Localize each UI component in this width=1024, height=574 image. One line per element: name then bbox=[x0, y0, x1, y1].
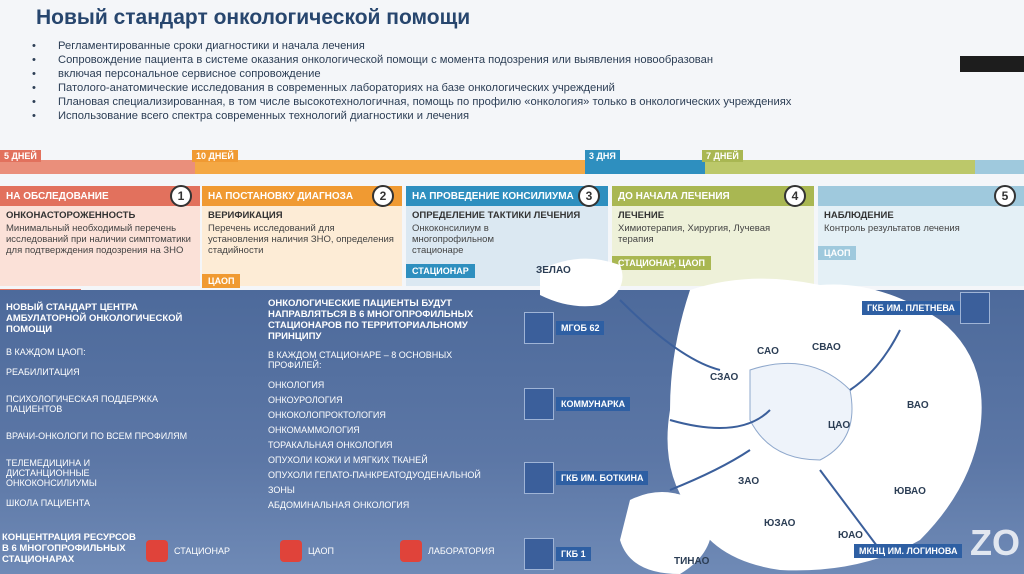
stage-subtitle: НАБЛЮДЕНИЕ bbox=[824, 210, 894, 221]
profile-item: ОНКОЛОГИЯ bbox=[268, 380, 325, 390]
district-label: ТИНАО bbox=[674, 556, 710, 567]
bullet-list bbox=[30, 40, 990, 124]
timeline-label: 5 ДНЕЙ bbox=[0, 150, 41, 162]
stage-description: Контроль результатов лечения bbox=[824, 223, 960, 234]
hospital-kommunarka bbox=[524, 388, 630, 420]
stage-tag: СТАЦИОНАР bbox=[406, 264, 475, 278]
profile-list bbox=[268, 378, 508, 513]
district-label: ЮАО bbox=[838, 530, 863, 541]
zoom-watermark: ZO bbox=[970, 522, 1020, 563]
stage-number: 1 bbox=[170, 185, 192, 207]
district-label: ЗЕЛАО bbox=[536, 265, 571, 276]
hospital-standard-title: ОНКОЛОГИЧЕСКИЕ ПАЦИЕНТЫ БУДУТ НАПРАВЛЯТЬСЯ В 6 МНОГОПРОФИЛЬНЫХ СТАЦИОНАРОВ ПО ТЕРРИТОРИАЛЬНОМУ ПРИНЦИПУ bbox=[268, 298, 474, 342]
timeline-bar bbox=[0, 160, 1024, 174]
hospital-pletnev bbox=[860, 292, 990, 324]
profile-item: ОНКОКОЛОПРОКТОЛОГИЯ bbox=[268, 410, 386, 420]
concentration-label: КОНЦЕНТРАЦИЯ РЕСУРСОВ В 6 МНОГОПРОФИЛЬНЫХ СТАЦИОНАРАХ bbox=[2, 532, 136, 565]
stage-heading: ДО НАЧАЛА ЛЕЧЕНИЯ bbox=[618, 190, 730, 202]
timeline-segment-2 bbox=[195, 160, 585, 174]
caop-item: ШКОЛА ПАЦИЕНТА bbox=[6, 498, 91, 508]
district-label: САО bbox=[757, 346, 779, 357]
hospital-gkb1 bbox=[524, 538, 591, 570]
profile-item: АБДОМИНАЛЬНАЯ ОНКОЛОГИЯ bbox=[268, 500, 410, 510]
district-label: ЮЗАО bbox=[764, 518, 796, 529]
hospital-label: ГКБ ИМ. ПЛЕТНЕВА bbox=[862, 301, 960, 315]
camera-overlay bbox=[960, 56, 1024, 72]
hospital-label: МГОБ 62 bbox=[556, 321, 604, 335]
page-title: Новый стандарт онкологической помощи bbox=[36, 6, 471, 29]
profile-item: ОНКОМАММОЛОГИЯ bbox=[268, 425, 360, 435]
bullet-item: • Патолого-анатомические исследования в современных лабораториях на базе онкологических учреждений bbox=[30, 82, 990, 95]
profile-item: ОНКОУРОЛОГИЯ bbox=[268, 395, 343, 405]
bullet-item: • Плановая специализированная, в том числе высокотехнологичная, помощь по профилю «онкология» только в онкологических учреждениях bbox=[30, 96, 990, 109]
stage-heading: НА ОБСЛЕДОВАНИЕ bbox=[6, 190, 109, 202]
district-label: ЮВАО bbox=[894, 486, 926, 497]
district-label: ЦАО bbox=[828, 420, 851, 431]
stage-description: Минимальный необходимый перечень исследований при наличии симптоматики для подтверждения подозрения на ЗНО bbox=[6, 223, 191, 256]
caop-intro: В КАЖДОМ ЦАОП: bbox=[6, 347, 86, 357]
profile-item: ОПУХОЛИ ГЕПАТО-ПАНКРЕАТОДУОДЕНАЛЬНОЙ ЗОНЫ bbox=[268, 470, 481, 495]
concentration-text bbox=[2, 532, 140, 565]
stage-description: Онкоконсилиум в многопрофильном стационаре bbox=[412, 223, 494, 256]
caop-title: НОВЫЙ СТАНДАРТ ЦЕНТРА АМБУЛАТОРНОЙ ОНКОЛОГИЧЕСКОЙ ПОМОЩИ bbox=[6, 302, 183, 335]
hospital-label: ГКБ 1 bbox=[556, 547, 591, 561]
legend-label: СТАЦИОНАР bbox=[174, 546, 231, 556]
hospital-mgob62 bbox=[524, 312, 604, 344]
caop-standard bbox=[6, 302, 206, 508]
microscope-icon bbox=[400, 540, 422, 562]
stage-subtitle: ЛЕЧЕНИЕ bbox=[618, 210, 665, 221]
hospital-icon bbox=[524, 462, 554, 494]
hospital-botkin bbox=[524, 462, 648, 494]
hospital-standard bbox=[268, 298, 508, 513]
hospital-icon bbox=[524, 538, 554, 570]
stage-heading: НА ПОСТАНОВКУ ДИАГНОЗА bbox=[208, 190, 354, 202]
caop-item: РЕАБИЛИТАЦИЯ bbox=[6, 367, 80, 377]
hospital-label: МКНЦ ИМ. ЛОГИНОВА bbox=[854, 544, 962, 558]
legend-caop bbox=[280, 540, 334, 562]
stage-subtitle: ВЕРИФИКАЦИЯ bbox=[208, 210, 283, 221]
stage-subtitle: ОПРЕДЕЛЕНИЕ ТАКТИКИ ЛЕЧЕНИЯ bbox=[412, 210, 581, 221]
caop-item: ТЕЛЕМЕДИЦИНА И ДИСТАНЦИОННЫЕ ОНКОКОНСИЛИУМЫ bbox=[6, 458, 97, 488]
hospital-icon bbox=[524, 312, 554, 344]
bullet-item: • Использование всего спектра современных технологий диагностики и лечения bbox=[30, 110, 990, 123]
stage-tag: ЦАОП bbox=[202, 274, 240, 288]
bullet-item: • Регламентированные сроки диагностики и начала лечения bbox=[30, 40, 990, 53]
bullet-item: • Сопровождение пациента в системе оказания онкологической помощи с момента подозрения или выявления новообразован bbox=[30, 54, 990, 67]
stage-description: Перечень исследований для установления наличия ЗНО, определения стадийности bbox=[208, 223, 394, 256]
timeline-segment-5 bbox=[975, 160, 1024, 174]
timeline-segment-3 bbox=[585, 160, 705, 174]
legend-lab bbox=[400, 540, 494, 562]
legend-label: ЛАБОРАТОРИЯ bbox=[428, 546, 495, 556]
caop-item: ВРАЧИ-ОНКОЛОГИ ПО ВСЕМ ПРОФИЛЯМ bbox=[6, 431, 188, 441]
stage-subtitle: ОНКОНАСТОРОЖЕННОСТЬ bbox=[6, 210, 136, 221]
stage-number: 4 bbox=[784, 185, 806, 207]
clinic-icon bbox=[280, 540, 302, 562]
stage-number: 2 bbox=[372, 185, 394, 207]
timeline-label: 10 ДНЕЙ bbox=[192, 150, 238, 162]
legend-label: ЦАОП bbox=[308, 546, 334, 556]
hospital-icon bbox=[960, 292, 990, 324]
hospital-label: ГКБ ИМ. БОТКИНА bbox=[556, 471, 648, 485]
stage-tag: СТАЦИОНАР, ЦАОП bbox=[612, 256, 711, 270]
stage-number: 3 bbox=[578, 185, 600, 207]
stage-card-2 bbox=[202, 186, 402, 286]
stage-number: 5 bbox=[994, 185, 1016, 207]
timeline-segment-4 bbox=[705, 160, 975, 174]
bullet-item: • включая персональное сервисное сопровождение bbox=[30, 68, 990, 81]
hospital-label: КОММУНАРКА bbox=[556, 397, 630, 411]
profile-item: ОПУХОЛИ КОЖИ И МЯГКИХ ТКАНЕЙ bbox=[268, 455, 428, 465]
hospital-standard-intro: В КАЖДОМ СТАЦИОНАРЕ – 8 ОСНОВНЫХ ПРОФИЛЕЙ: bbox=[268, 350, 453, 370]
building-icon bbox=[146, 540, 168, 562]
district-label: СВАО bbox=[812, 342, 841, 353]
timeline-label: 3 ДНЯ bbox=[585, 150, 620, 162]
legend-stationar bbox=[146, 540, 230, 562]
timeline-segment-1 bbox=[0, 160, 195, 174]
caop-item: ПСИХОЛОГИЧЕСКАЯ ПОДДЕРЖКА ПАЦИЕНТОВ bbox=[6, 394, 158, 414]
stage-heading: НА ПРОВЕДЕНИЕ КОНСИЛИУМА bbox=[412, 190, 574, 202]
hospital-icon bbox=[524, 388, 554, 420]
stage-description: Химиотерапия, Хирургия, Лучевая терапия bbox=[618, 223, 771, 245]
district-label: СЗАО bbox=[710, 372, 739, 383]
district-label: ЗАО bbox=[738, 476, 760, 487]
stage-card-1 bbox=[0, 186, 200, 286]
profile-item: ТОРАКАЛЬНАЯ ОНКОЛОГИЯ bbox=[268, 440, 393, 450]
district-label: ВАО bbox=[907, 400, 929, 411]
hospital-loginov bbox=[852, 544, 962, 558]
timeline-label: 7 ДНЕЙ bbox=[702, 150, 743, 162]
stage-tag: ЦАОП bbox=[818, 246, 856, 260]
